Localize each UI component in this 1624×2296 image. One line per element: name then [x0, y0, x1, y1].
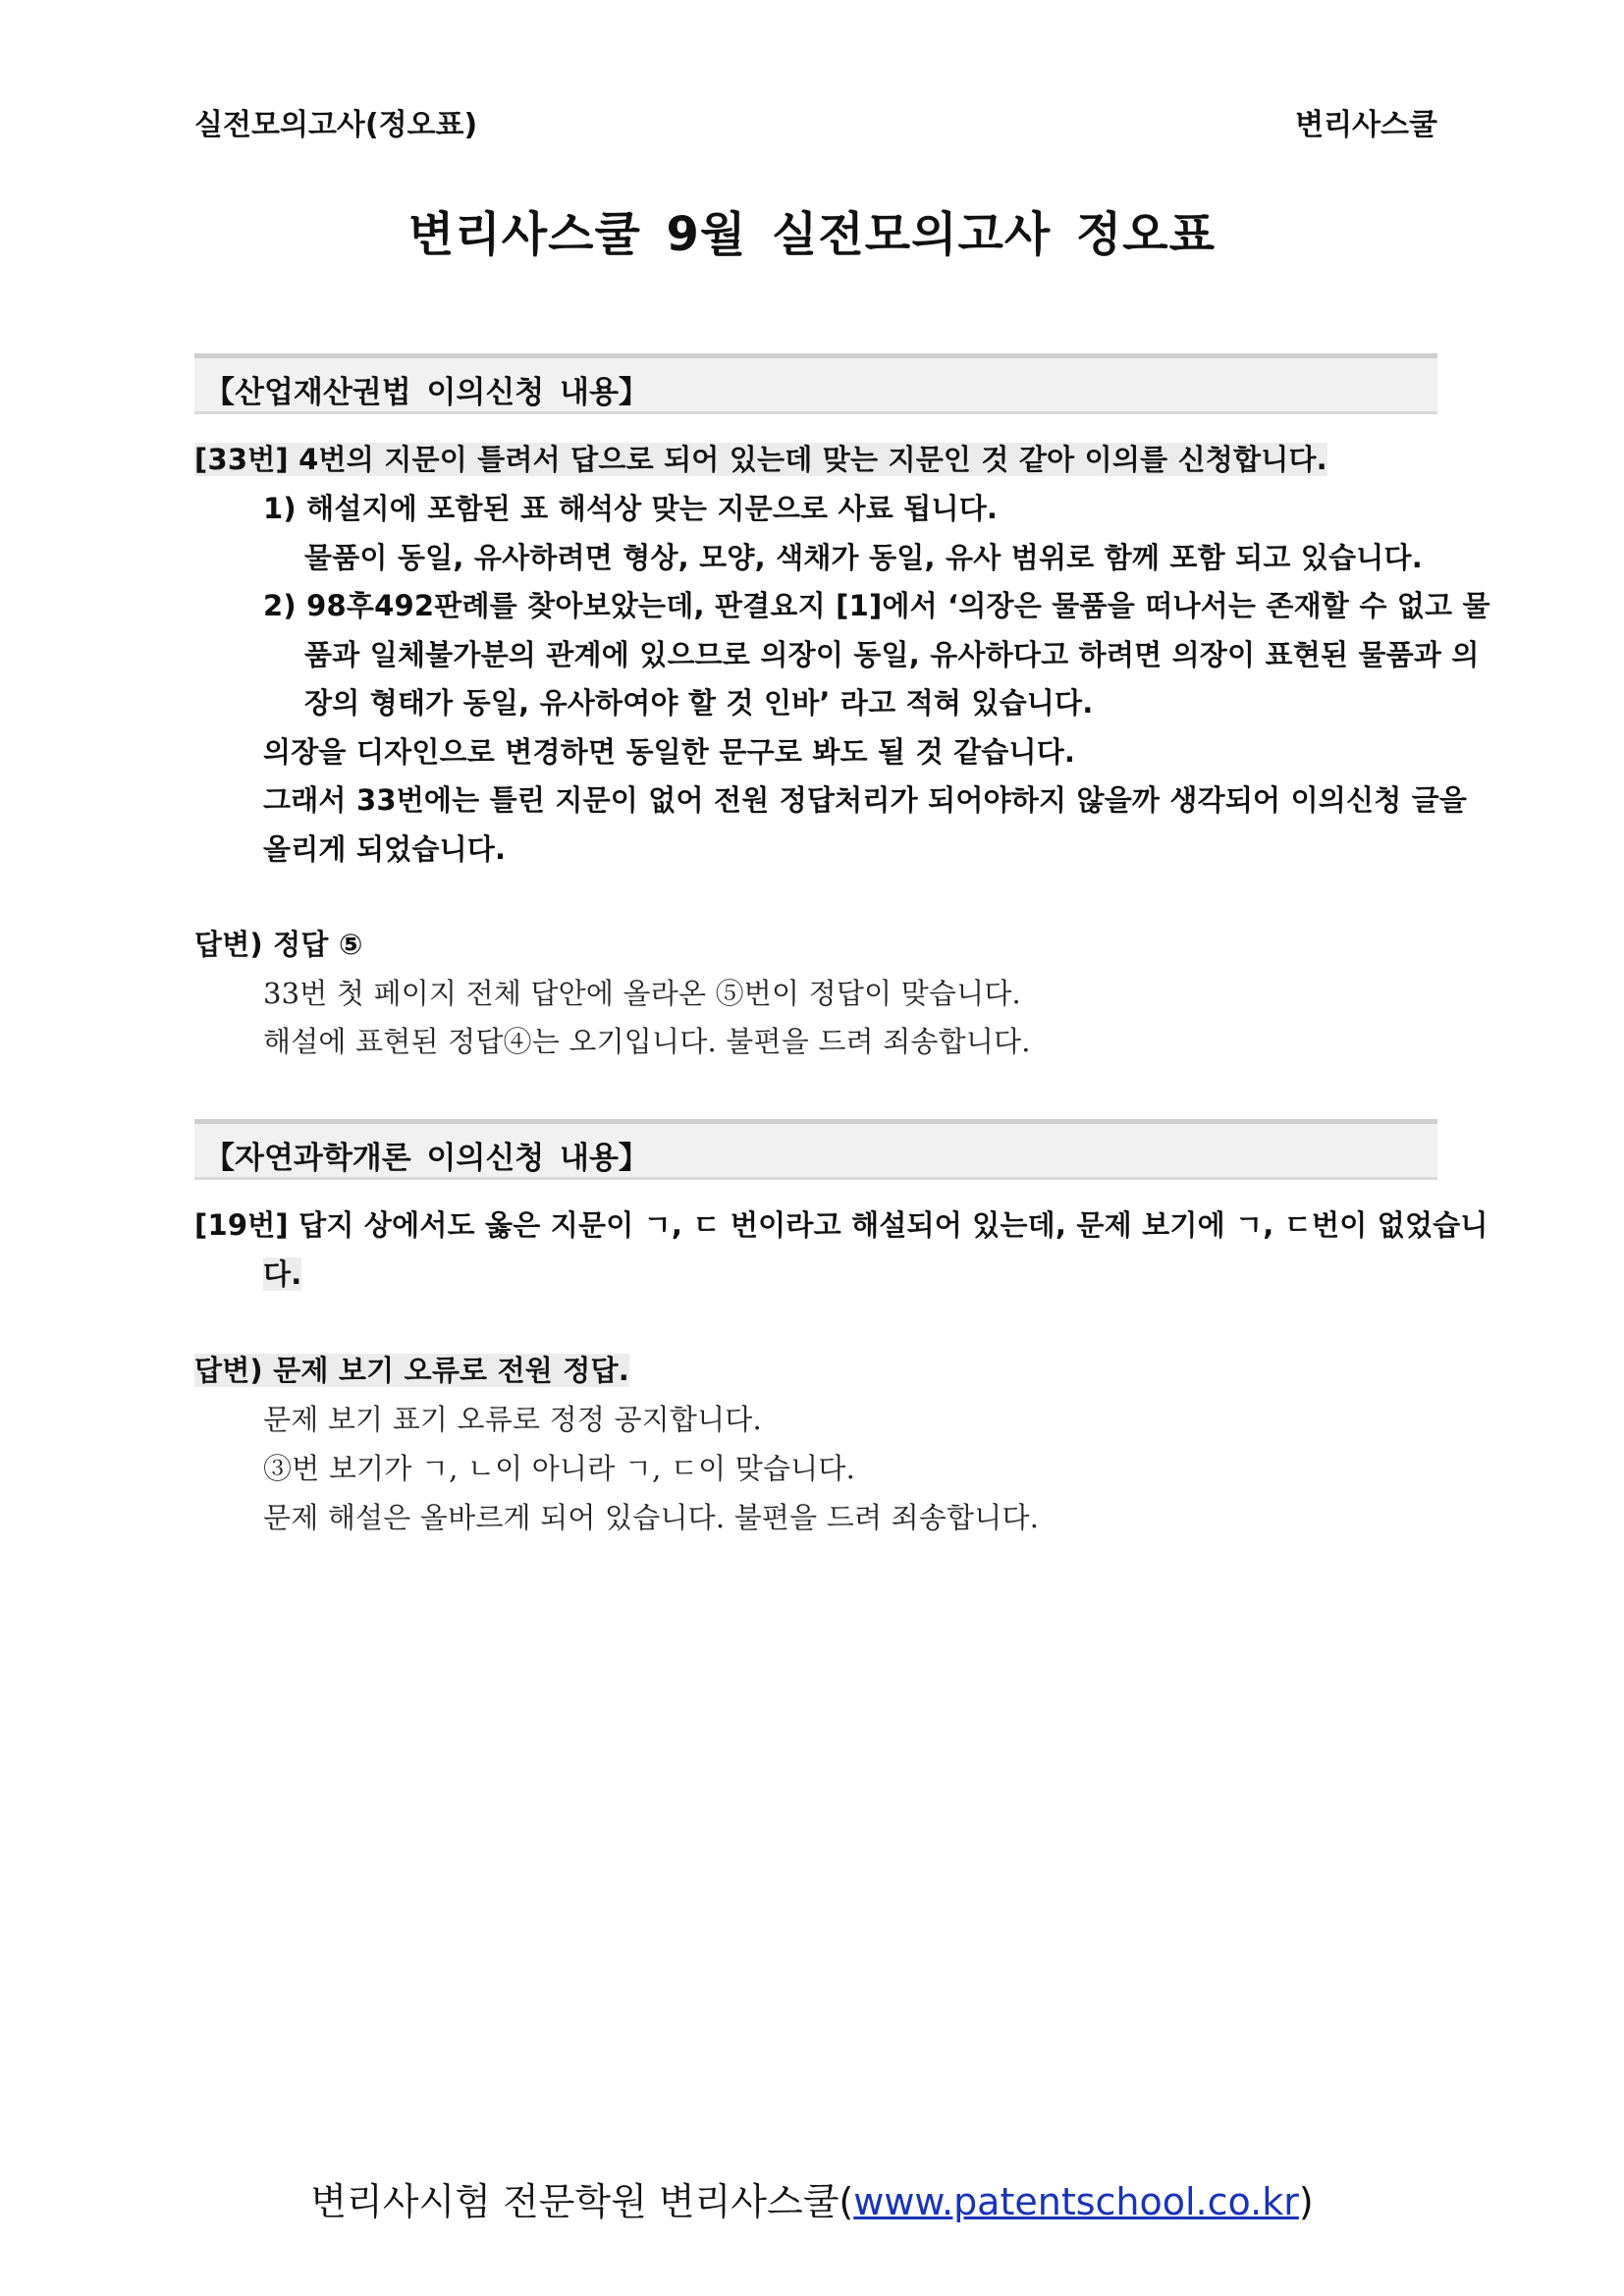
answer-33-line-2: 해설에 표현된 정답④는 오기입니다. 불편을 드려 죄송합니다. [263, 1025, 1031, 1058]
answer-19-line-1: 문제 보기 표기 오류로 정정 공지합니다. [263, 1403, 762, 1436]
section-heading-text: 【자연과학개론 이의신청 내용】 [204, 1141, 649, 1176]
objection-line-2: 물품이 동일, 유사하려면 형상, 모양, 색채가 동일, 유사 범위로 함께 포함 되고 있습니다. [304, 541, 1423, 574]
section-heading-industrial-property [194, 353, 1437, 414]
answer-label-19-text: 답변) 문제 보기 오류로 전원 정답. [194, 1354, 629, 1387]
question-19-line-1: [19번] 답지 상에서도 옳은 지문이 ㄱ, ㄷ 번이라고 해설되어 있는데, 문제 보기에 ㄱ, ㄷ번이 없었습니 [194, 1208, 1489, 1242]
running-header-right: 변리사스쿨 [1295, 108, 1437, 142]
footer-close-paren: ) [1298, 2180, 1314, 2223]
answer-19-line-3: 문제 해설은 올바르게 되어 있습니다. 불편을 드려 죄송합니다. [263, 1501, 1040, 1534]
answer-33-line-1: 33번 첫 페이지 전체 답안에 올라온 ⑤번이 정답이 맞습니다. [263, 977, 1021, 1010]
objection-line-6: 의장을 디자인으로 변경하면 동일한 문구로 봐도 될 것 같습니다. [263, 735, 1076, 769]
section-heading-natural-science [194, 1119, 1437, 1180]
objection-line-4: 품과 일체불가분의 관계에 있으므로 의장이 동일, 유사하다고 하려면 의장이 표현된 물품과 의 [304, 638, 1480, 671]
question-19-line-2-text: 다. [263, 1257, 302, 1291]
footer-text: 변리사시험 전문학원 변리사스쿨( [310, 2180, 854, 2223]
objection-line-3: 2) 98후492판례를 찾아보았는데, 판결요지 [1]에서 ‘의장은 물품을 떠나서는 존재할 수 없고 물 [263, 589, 1490, 622]
page-footer [0, 2171, 1624, 2225]
answer-label-19 [194, 1349, 629, 1389]
objection-line-7: 그래서 33번에는 틀린 지문이 없어 전원 정답처리가 되어야하지 않을까 생각되어 이의신청 글을 [263, 783, 1468, 817]
objection-line-5: 장의 형태가 동일, 유사하여야 할 것 인바’ 라고 적혀 있습니다. [304, 686, 1094, 720]
page-title: 변리사스쿨 9월 실전모의고사 정오표 [407, 207, 1217, 262]
answer-19-line-2: ③번 보기가 ㄱ, ㄴ이 아니라 ㄱ, ㄷ이 맞습니다. [263, 1452, 856, 1485]
section-heading-text: 【산업재산권법 이의신청 내용】 [204, 375, 649, 410]
question-33-text: [33번] 4번의 지문이 틀려서 답으로 되어 있는데 맞는 지문인 것 같아 이의를 신청합니다. [194, 443, 1327, 476]
objection-line-8: 올리게 되었습니다. [263, 832, 507, 866]
answer-label-33: 답변) 정답 ⑤ [194, 928, 363, 961]
footer-website-link[interactable]: www.patentschool.co.kr [853, 2180, 1299, 2223]
objection-line-1: 1) 해설지에 포함된 표 해석상 맞는 지문으로 사료 됩니다. [263, 492, 999, 525]
question-19-line-2 [263, 1253, 301, 1293]
running-header-left: 실전모의고사(정오표) [194, 108, 478, 142]
question-33 [194, 438, 1327, 478]
